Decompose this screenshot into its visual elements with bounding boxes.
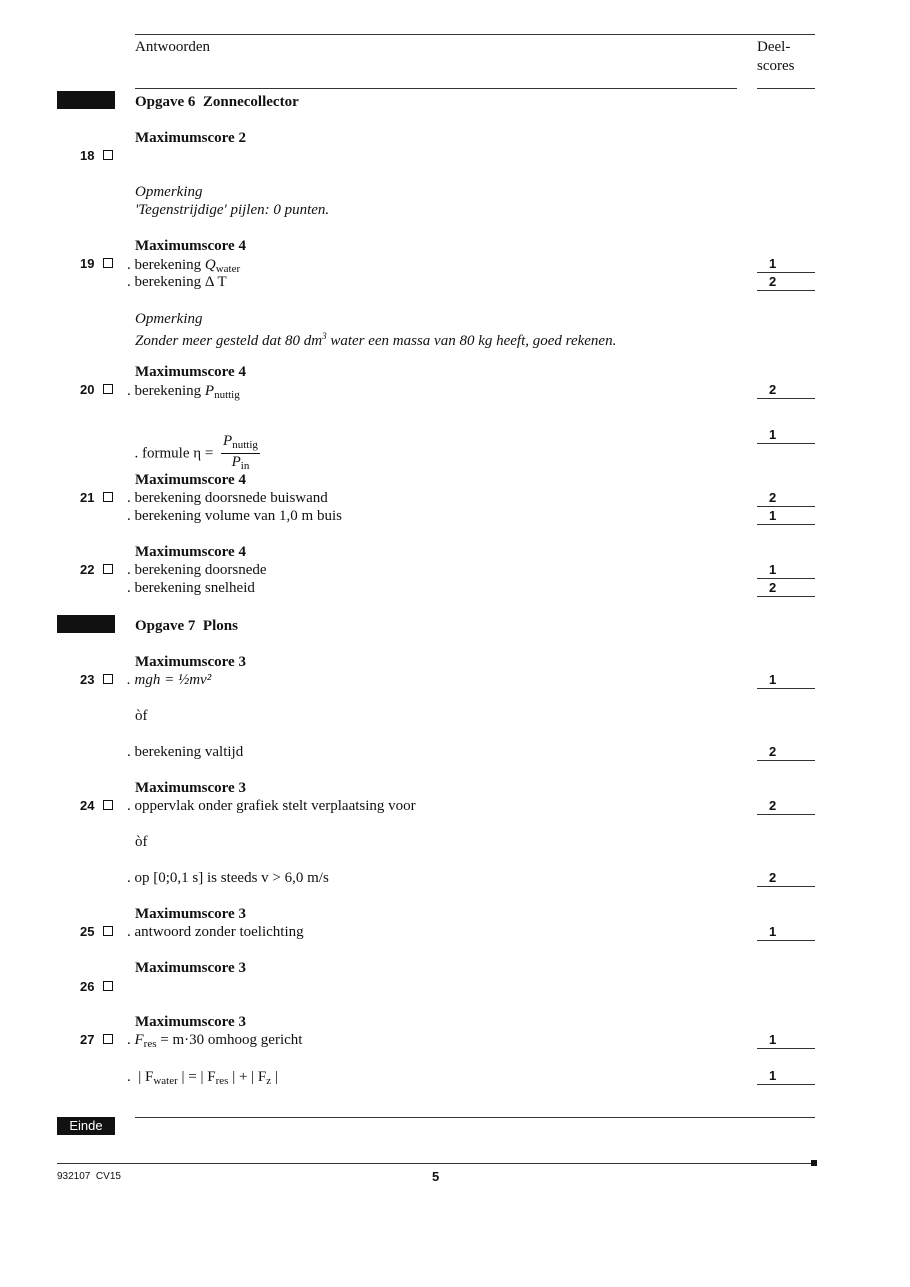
checkbox-icon <box>103 150 113 160</box>
checkbox-icon <box>103 564 113 574</box>
max-score-label: Maximumscore 3 <box>135 906 246 922</box>
checkbox-icon <box>103 492 113 502</box>
partial-score: 1 <box>757 673 815 689</box>
max-score-label: Maximumscore 2 <box>135 130 246 146</box>
remark-text: 'Tegenstrijdige' pijlen: 0 punten. <box>135 202 330 218</box>
partial-score: 2 <box>757 745 815 761</box>
max-score-label: Maximumscore 3 <box>135 780 246 796</box>
header-bottom-rule-left <box>135 88 737 89</box>
exam-code: 932107 CV15 <box>57 1171 121 1182</box>
max-score-label: Maximumscore 4 <box>135 544 246 560</box>
partial-score: 2 <box>757 275 815 291</box>
partial-score: 1 <box>757 1033 815 1049</box>
partial-score: 1 <box>757 257 815 273</box>
header-top-rule <box>135 34 815 35</box>
checkbox-icon <box>103 1034 113 1044</box>
partial-score: 2 <box>757 383 815 399</box>
partial-score: 2 <box>757 799 815 815</box>
max-score-label: Maximumscore 3 <box>135 1014 246 1030</box>
footer-rule-end-mark <box>811 1160 817 1166</box>
partial-score: 2 <box>757 871 815 887</box>
question-number: 22 <box>80 561 113 579</box>
remark-label: Opmerking <box>135 184 203 200</box>
scoring-item: . berekening $P_{nuttig}$ <box>127 383 240 401</box>
question-number: 24 <box>80 797 113 815</box>
scoring-item: . oppervlak onder grafiek stelt verplaatsing voor <box>127 798 416 814</box>
max-score-label: Maximumscore 3 <box>135 960 246 976</box>
question-number: 23 <box>80 671 113 689</box>
section-marker-bar <box>57 91 115 109</box>
or-label: òf <box>135 708 148 724</box>
answers-header: Antwoorden <box>135 39 210 55</box>
checkbox-icon <box>103 384 113 394</box>
formula-item: . formule η = $\frac{P_{nuttig}}{P_{in}}$ <box>134 433 258 472</box>
max-score-label: Maximumscore 4 <box>135 364 246 380</box>
remark-text: Zonder meer gesteld dat 80 $dm^3$ water een massa van 80 kg heeft, goed rekenen. <box>135 331 617 349</box>
question-number: 26 <box>80 978 113 996</box>
checkbox-icon <box>103 800 113 810</box>
scores-header-1: Deel- <box>757 39 791 55</box>
checkbox-icon <box>103 926 113 936</box>
max-score-label: Maximumscore 4 <box>135 472 246 488</box>
partial-score: 2 <box>757 491 815 507</box>
question-number: 20 <box>80 381 113 399</box>
scoring-item: . berekening snelheid <box>127 580 255 596</box>
scoring-item: . berekening Δ T <box>127 274 227 290</box>
remark-label: Opmerking <box>135 311 203 327</box>
partial-score: 2 <box>757 581 815 597</box>
scoring-item: . mgh = ½mv² <box>127 672 212 688</box>
section-title: Opgave 7 Plons <box>135 618 238 634</box>
end-rule <box>135 1117 815 1118</box>
question-number: 21 <box>80 489 113 507</box>
fraction: $\frac{P_{nuttig}}{P_{in}}$ <box>223 433 258 472</box>
checkbox-icon <box>103 674 113 684</box>
scoring-item: . | $F_{water}$ | = | $F_{res}$ | + | $F_z$ | <box>127 1069 278 1087</box>
partial-score: 1 <box>757 925 815 941</box>
question-number: 25 <box>80 923 113 941</box>
scoring-item: . $F_{res} = m\cdot 30$ omhoog gericht <box>127 1032 303 1050</box>
section-title: Opgave 6 Zonnecollector <box>135 94 299 110</box>
scoring-item: . antwoord zonder toelichting <box>127 924 304 940</box>
partial-score: 1 <box>757 1069 815 1085</box>
section-marker-bar <box>57 615 115 633</box>
end-label: Einde <box>57 1117 115 1135</box>
page-number: 5 <box>432 1169 440 1184</box>
max-score-label: Maximumscore 4 <box>135 238 246 254</box>
checkbox-icon <box>103 981 113 991</box>
scoring-item: . berekening $Q_{water}$ <box>127 257 241 275</box>
partial-score: 1 <box>757 509 815 525</box>
question-number: 18 <box>80 147 113 165</box>
scoring-item: . berekening doorsnede <box>127 562 267 578</box>
or-label: òf <box>135 834 148 850</box>
scores-header-2: scores <box>757 58 795 74</box>
max-score-label: Maximumscore 3 <box>135 654 246 670</box>
scoring-item: . berekening valtijd <box>127 744 244 760</box>
footer-rule <box>57 1163 814 1164</box>
question-number: 19 <box>80 255 113 273</box>
scoring-item: . berekening volume van 1,0 m buis <box>127 508 342 524</box>
partial-score: 1 <box>757 563 815 579</box>
partial-score: 1 <box>757 428 815 444</box>
question-number: 27 <box>80 1031 113 1049</box>
scoring-item: . berekening doorsnede buiswand <box>127 490 328 506</box>
header-bottom-rule-right <box>757 88 815 89</box>
scoring-item: . op [0;0,1 s] is steeds v > 6,0 m/s <box>127 870 329 886</box>
checkbox-icon <box>103 258 113 268</box>
